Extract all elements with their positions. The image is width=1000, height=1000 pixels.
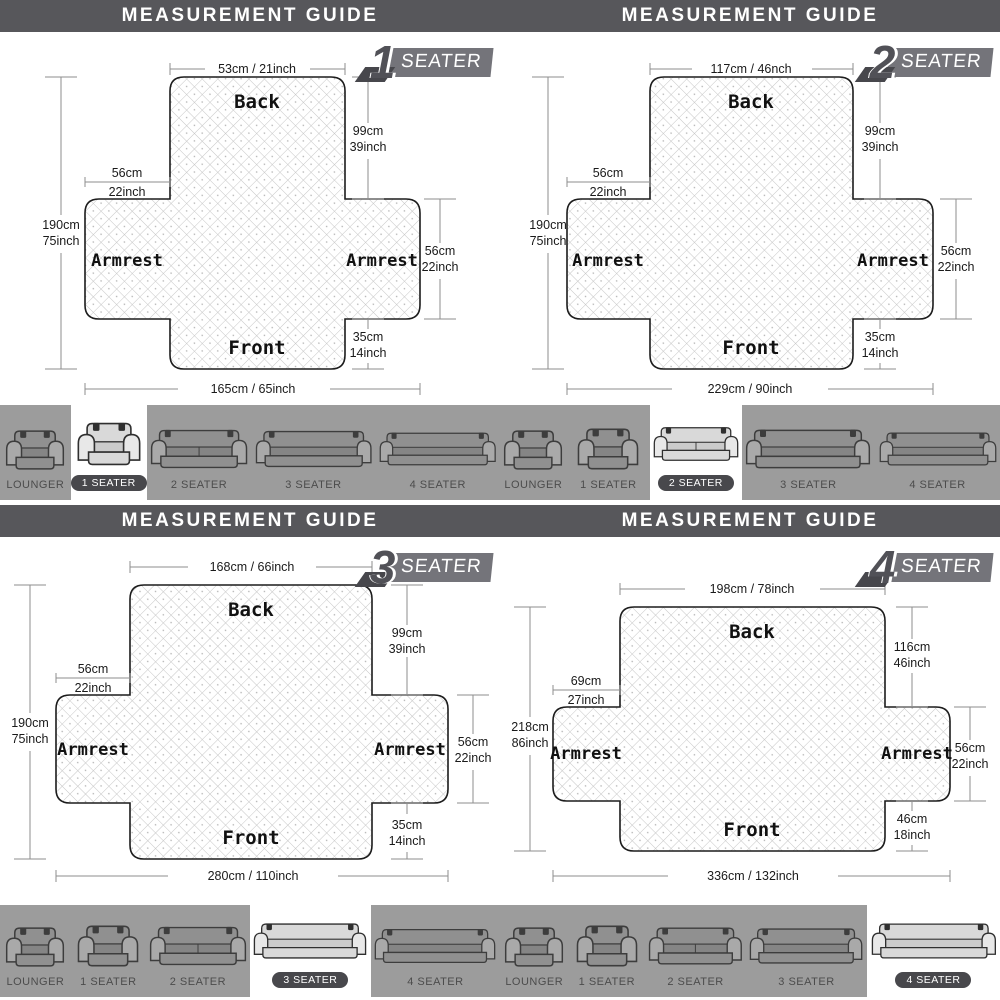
size-selector-strip: [0, 405, 500, 500]
badge-label: SEATER: [387, 553, 494, 582]
dim-arm-in: 22inch: [589, 185, 627, 199]
panel-4-seater: [500, 505, 1000, 997]
sofa-icon-4-seater: [878, 423, 998, 475]
cover-shape: [56, 585, 448, 859]
thumbnail-label: 3 SEATER: [778, 976, 835, 988]
sofa-icon-2-seater: [149, 423, 249, 475]
thumbnail-1-seater[interactable]: [71, 405, 147, 500]
cover-diagram-svg: [500, 32, 1000, 405]
dim-height-cm: 218cm: [511, 720, 549, 734]
panel-2-seater: [500, 0, 1000, 500]
sofa-icon-2-seater: [647, 920, 744, 972]
sofa-icon-lounger: [502, 425, 564, 475]
dim-front-cm: 35cm: [352, 330, 384, 344]
thumbnail-lounger[interactable]: [500, 405, 567, 500]
seater-badge-3: [369, 541, 492, 593]
dim-top-width: 198cm / 78inch: [709, 582, 795, 596]
badge-number: 1: [369, 36, 396, 88]
header-title: MEASUREMENT GUIDE: [121, 510, 379, 531]
armrest-right-label: Armrest: [374, 740, 446, 760]
cover-shape: [85, 77, 420, 369]
dim-top-width: 53cm / 21inch: [218, 62, 296, 76]
dim-front-cm: 35cm: [391, 818, 423, 832]
thumbnail-4-seater[interactable]: [371, 905, 500, 997]
thumbnail-1-seater[interactable]: [567, 405, 650, 500]
dim-height-in: 86inch: [511, 736, 549, 750]
badge-label: SEATER: [887, 553, 994, 582]
dim-height-in: 75inch: [11, 732, 49, 746]
thumbnail-label: 2 SEATER: [667, 976, 724, 988]
sofa-icon-lounger: [4, 922, 66, 972]
back-label: Back: [228, 599, 274, 621]
dim-arm-in: 22inch: [74, 681, 112, 695]
front-label: Front: [723, 819, 781, 841]
thumbnail-label: 2 SEATER: [169, 976, 227, 988]
sofa-icon-3-seater: [748, 920, 864, 972]
dim-bottom-width: 165cm / 65inch: [210, 382, 296, 396]
panel-1-seater: [0, 0, 500, 500]
thumbnail-2-seater[interactable]: [650, 405, 742, 500]
dim-front-cm: 46cm: [896, 812, 928, 826]
sofa-icon-3-seater: [252, 914, 368, 968]
header-title: MEASUREMENT GUIDE: [121, 5, 379, 26]
seater-badge-1: [369, 36, 492, 88]
armrest-left-label: Armrest: [91, 251, 163, 271]
thumbnail-label: 4 SEATER: [909, 479, 966, 491]
thumbnail-label: 2 SEATER: [170, 479, 228, 491]
sofa-icon-1-seater: [75, 920, 141, 972]
thumbnail-label: LOUNGER: [505, 976, 564, 988]
dim-armrest-cm: 56cm: [457, 735, 489, 749]
cover-diagram-svg: [0, 32, 500, 405]
dim-arm-cm: 56cm: [77, 662, 109, 676]
cover-shape: [567, 77, 933, 369]
thumbnail-label: LOUNGER: [6, 976, 65, 988]
diagram-3-seater: [0, 537, 500, 905]
measurement-guide-header: [500, 0, 1000, 32]
thumbnail-label: 2 SEATER: [658, 475, 734, 491]
badge-number: 2: [869, 36, 896, 88]
sofa-icon-lounger: [503, 922, 565, 972]
thumbnail-label: 3 SEATER: [285, 479, 342, 491]
cover-shape: [553, 607, 950, 851]
dim-height-in: 75inch: [529, 234, 567, 248]
seater-badge-2: [869, 36, 992, 88]
armrest-right-label: Armrest: [346, 251, 418, 271]
thumbnail-label: 1 SEATER: [71, 475, 147, 491]
dim-arm-in: 27inch: [567, 693, 605, 707]
thumbnail-lounger[interactable]: [0, 905, 71, 997]
back-label: Back: [728, 91, 774, 113]
back-label: Back: [234, 91, 280, 113]
dim-back-in: 39inch: [388, 642, 426, 656]
dim-back-in: 39inch: [349, 140, 387, 154]
dim-arm-cm: 56cm: [111, 166, 143, 180]
row-bottom: [0, 505, 1000, 997]
dim-top-width: 168cm / 66inch: [209, 560, 295, 574]
thumbnail-label: LOUNGER: [504, 479, 563, 491]
sofa-icon-3-seater: [744, 423, 872, 475]
thumbnail-label: 3 SEATER: [272, 972, 348, 988]
dim-back-cm: 99cm: [352, 124, 384, 138]
thumbnail-2-seater[interactable]: [147, 405, 251, 500]
dim-top-width: 117cm / 46nch: [710, 62, 792, 76]
thumbnail-lounger[interactable]: [0, 405, 71, 500]
armrest-right-label: Armrest: [857, 251, 929, 271]
thumbnail-label: 1 SEATER: [80, 976, 137, 988]
dim-front-in: 14inch: [388, 834, 426, 848]
thumbnail-label: LOUNGER: [6, 479, 65, 491]
panel-3-seater: [0, 505, 500, 997]
thumbnail-1-seater[interactable]: [569, 905, 646, 997]
dim-height-cm: 190cm: [42, 218, 80, 232]
thumbnail-label: 4 SEATER: [407, 976, 464, 988]
thumbnail-label: 3 SEATER: [780, 479, 837, 491]
dim-bottom-width: 336cm / 132inch: [707, 869, 799, 883]
badge-label: SEATER: [387, 48, 494, 77]
armrest-left-label: Armrest: [550, 744, 622, 764]
thumbnail-3-seater[interactable]: [251, 405, 375, 500]
thumbnail-3-seater[interactable]: [742, 405, 875, 500]
dim-height-cm: 190cm: [529, 218, 567, 232]
dim-back-cm: 116cm: [893, 640, 931, 654]
dim-armrest-cm: 56cm: [954, 741, 986, 755]
dim-armrest-in: 22inch: [951, 757, 989, 771]
dim-armrest-cm: 56cm: [424, 244, 456, 258]
thumbnail-2-seater[interactable]: [146, 905, 250, 997]
sofa-icon-1-seater: [575, 423, 641, 475]
dim-arm-cm: 56cm: [592, 166, 624, 180]
dim-bottom-width: 280cm / 110inch: [207, 869, 299, 883]
thumbnail-lounger[interactable]: [500, 905, 569, 997]
cover-diagram-svg: [0, 537, 500, 905]
size-selector-strip: [500, 405, 1000, 500]
front-label: Front: [722, 337, 780, 359]
diagram-4-seater: [500, 537, 1000, 905]
dim-back-in: 46inch: [893, 656, 931, 670]
seater-badge-4: [869, 541, 992, 593]
dim-back-cm: 99cm: [864, 124, 896, 138]
dim-height-cm: 190cm: [11, 716, 49, 730]
diagram-1-seater: [0, 32, 500, 405]
thumbnail-2-seater[interactable]: [645, 905, 746, 997]
header-title: MEASUREMENT GUIDE: [621, 5, 879, 26]
thumbnail-3-seater[interactable]: [250, 905, 371, 997]
thumbnail-label: 1 SEATER: [578, 976, 636, 988]
sofa-icon-4-seater: [378, 423, 497, 475]
header-title: MEASUREMENT GUIDE: [621, 510, 879, 531]
armrest-left-label: Armrest: [572, 251, 644, 271]
front-label: Front: [222, 827, 280, 849]
diagram-2-seater: [500, 32, 1000, 405]
thumbnail-4-seater[interactable]: [875, 405, 1000, 500]
sofa-icon-4-seater: [373, 920, 497, 972]
sofa-icon-lounger: [4, 425, 66, 475]
badge-number: 4: [869, 541, 896, 593]
measurement-guide-header: [0, 0, 500, 32]
size-selector-strip: [500, 905, 1000, 997]
dim-front-cm: 35cm: [864, 330, 896, 344]
dim-armrest-cm: 56cm: [940, 244, 972, 258]
measurement-guide-header: [500, 505, 1000, 537]
dim-bottom-width: 229cm / 90inch: [707, 382, 793, 396]
thumbnail-4-seater[interactable]: [867, 905, 1000, 997]
dim-height-in: 75inch: [42, 234, 80, 248]
sofa-icon-1-seater: [574, 920, 640, 972]
thumbnail-label: 4 SEATER: [895, 972, 971, 988]
armrest-left-label: Armrest: [57, 740, 129, 760]
dim-front-in: 18inch: [893, 828, 931, 842]
measurement-guide-header: [0, 505, 500, 537]
dim-arm-cm: 69cm: [570, 674, 602, 688]
thumbnail-label: 4 SEATER: [409, 479, 466, 491]
thumbnail-1-seater[interactable]: [71, 905, 146, 997]
thumbnail-label: 1 SEATER: [580, 479, 637, 491]
sofa-icon-3-seater: [254, 423, 373, 475]
back-label: Back: [729, 621, 775, 643]
cover-diagram-svg: [500, 537, 1000, 905]
sofa-icon-2-seater: [148, 920, 248, 972]
dim-front-in: 14inch: [861, 346, 899, 360]
dim-back-cm: 99cm: [391, 626, 423, 640]
dim-armrest-in: 22inch: [454, 751, 492, 765]
dim-armrest-in: 22inch: [937, 260, 975, 274]
badge-number: 3: [369, 541, 396, 593]
thumbnail-3-seater[interactable]: [746, 905, 867, 997]
thumbnail-4-seater[interactable]: [376, 405, 500, 500]
badge-label: SEATER: [887, 48, 994, 77]
sofa-icon-4-seater: [870, 914, 998, 968]
size-selector-strip: [0, 905, 500, 997]
dim-back-in: 39inch: [861, 140, 899, 154]
armrest-right-label: Armrest: [881, 744, 953, 764]
front-label: Front: [228, 337, 286, 359]
dim-front-in: 14inch: [349, 346, 387, 360]
dim-armrest-in: 22inch: [421, 260, 459, 274]
dim-arm-in: 22inch: [108, 185, 146, 199]
sofa-icon-2-seater: [652, 417, 740, 471]
sofa-icon-1-seater: [75, 417, 143, 471]
